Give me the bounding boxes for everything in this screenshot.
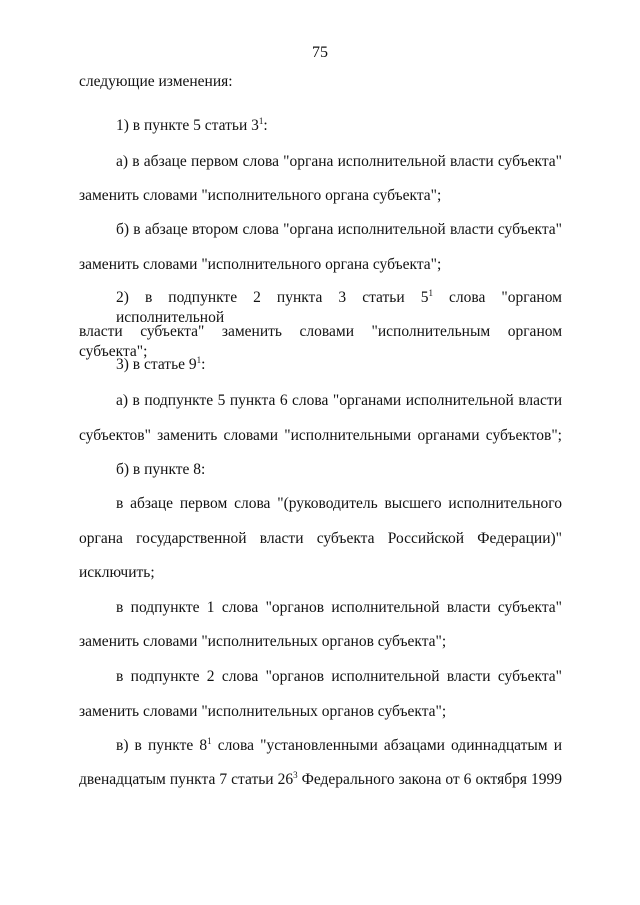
text-line-9 bbox=[116, 355, 562, 375]
page-number: 75 bbox=[312, 44, 328, 61]
text-line-16: в подпункте 1 слова "органов исполнительной власти субъекта" bbox=[116, 599, 562, 616]
text-span: 3) в статье 9 bbox=[116, 356, 197, 373]
text-line-11: субъектов" заменить словами "исполнительными органами субъектов"; bbox=[79, 427, 562, 444]
text-line-5: б) в абзаце втором слова "органа исполнительной власти субъекта" bbox=[116, 221, 562, 238]
text-line-21 bbox=[79, 770, 562, 790]
superscript: 1 bbox=[258, 116, 264, 126]
text-line-2 bbox=[116, 116, 562, 136]
text-line-12: б) в пункте 8: bbox=[116, 461, 206, 478]
text-span: слова "органом исполнительной bbox=[116, 289, 562, 326]
superscript: 3 bbox=[293, 770, 298, 780]
text-line-17: заменить словами "исполнительных органов субъекта"; bbox=[79, 633, 447, 650]
text-span: двенадцатым пункта 7 статьи 26 bbox=[79, 771, 294, 788]
text-span: в) в пункте 8 bbox=[116, 737, 208, 754]
text-span: Федерального закона от 6 октября 1999 bbox=[297, 771, 562, 788]
text-line-19: заменить словами "исполнительных органов субъекта"; bbox=[79, 703, 447, 720]
superscript: 1 bbox=[196, 355, 202, 365]
text-line-18: в подпункте 2 слова "органов исполнительной власти субъекта" bbox=[116, 668, 562, 685]
superscript: 1 bbox=[428, 288, 433, 298]
text-line-13: в абзаце первом слова "(руководитель высшего исполнительного bbox=[116, 495, 562, 512]
text-span: 1) в пункте 5 статьи 3 bbox=[116, 117, 259, 134]
text-line-14: органа государственной власти субъекта Российской Федерации)" bbox=[79, 530, 562, 547]
text-line-10: а) в подпункте 5 пункта 6 слова "органами исполнительной власти bbox=[116, 392, 562, 409]
superscript: 1 bbox=[207, 736, 212, 746]
text-span: : bbox=[263, 117, 268, 134]
text-line-6: заменить словами "исполнительного органа субъекта"; bbox=[79, 256, 442, 273]
text-line-4: заменить словами "исполнительного органа субъекта"; bbox=[79, 187, 442, 204]
text-line-1: следующие изменения: bbox=[79, 73, 233, 90]
text-span: 2) в подпункте 2 пункта 3 статьи 5 bbox=[116, 289, 429, 306]
text-line-8: власти субъекта" заменить словами "исполнительным органом субъекта"; bbox=[79, 323, 562, 360]
text-line-20 bbox=[116, 736, 562, 756]
text-span: слова "установленными абзацами одиннадцатым и bbox=[211, 737, 562, 754]
text-span: : bbox=[201, 356, 206, 373]
text-line-15: исключить; bbox=[79, 564, 155, 581]
text-line-3: а) в абзаце первом слова "органа исполнительной власти субъекта" bbox=[116, 153, 562, 170]
